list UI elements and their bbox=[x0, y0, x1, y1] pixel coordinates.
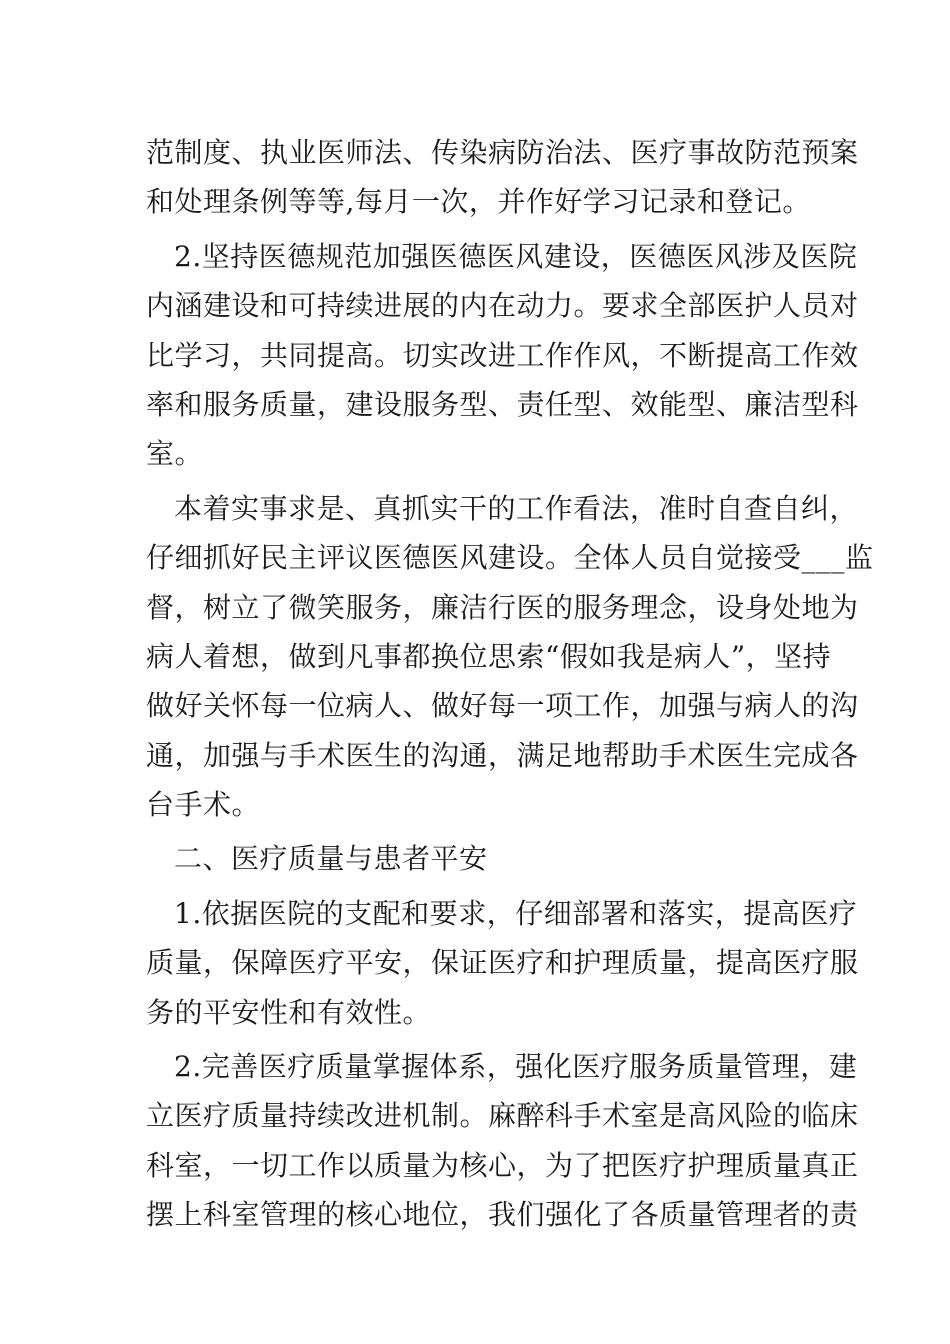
text-line: 仔细抓好民主评议医德医风建设。全体人员自觉接受___监 bbox=[146, 541, 874, 575]
text-line: 做好关怀每一位病人、做好每一项工作，加强与病人的沟 bbox=[146, 689, 859, 723]
text-line: 范制度、执业医师法、传染病防治法、医疗事故防范预案 bbox=[146, 136, 859, 169]
text-line: 室。 bbox=[146, 437, 204, 471]
text-line: 摆上科室管理的核心地位，我们强化了各质量管理者的责 bbox=[146, 1198, 859, 1232]
text-line: 内涵建设和可持续进展的内在动力。要求全部医护人员对 bbox=[146, 289, 859, 323]
text-line: 率和服务质量，建设服务型、责任型、效能型、廉洁型科 bbox=[146, 387, 859, 421]
paragraph-self-check bbox=[146, 484, 874, 830]
text-line: 2.完善医疗质量掌握体系，强化医疗服务质量管理，建 bbox=[174, 1050, 858, 1084]
paragraph-quality-2 bbox=[146, 1042, 859, 1240]
text-line: 通，加强与手术医生的沟通，满足地帮助手术医生完成各 bbox=[146, 738, 859, 772]
text-line: 和处理条例等等,每月一次，并作好学习记录和登记。 bbox=[146, 185, 811, 219]
paragraph-continuation bbox=[146, 128, 859, 227]
section-heading bbox=[146, 834, 806, 883]
text-line: 二、医疗质量与患者平安 bbox=[174, 842, 488, 876]
text-line: 本着实事求是、真抓实干的工作看法，准时自查自纠， bbox=[174, 491, 859, 525]
text-line: 2.坚持医德规范加强医德医风建设，医德医风涉及医院 bbox=[174, 239, 858, 273]
text-line: 1.依据医院的支配和要求，仔细部署和落实，提高医疗 bbox=[174, 896, 858, 930]
document-body bbox=[146, 128, 874, 1245]
text-line: 病人着想，做到凡事都换位思索“假如我是病人”，坚持 bbox=[146, 639, 832, 673]
text-line: 务的平安性和有效性。 bbox=[146, 995, 432, 1029]
text-line: 质量，保障医疗平安，保证医疗和护理质量，提高医疗服 bbox=[146, 946, 859, 980]
text-line: 督，树立了微笑服务，廉洁行医的服务理念，设身处地为 bbox=[146, 590, 859, 624]
paragraph-ethics-2 bbox=[146, 232, 859, 479]
text-line: 台手术。 bbox=[146, 788, 261, 822]
text-line: 比学习，共同提高。切实改进工作作风，不断提高工作效 bbox=[146, 338, 859, 372]
text-line: 科室，一切工作以质量为核心，为了把医疗护理质量真正 bbox=[146, 1148, 859, 1182]
text-line: 立医疗质量持续改进机制。麻醉科手术室是高风险的临床 bbox=[146, 1099, 859, 1133]
paragraph-quality-1 bbox=[146, 889, 859, 1037]
